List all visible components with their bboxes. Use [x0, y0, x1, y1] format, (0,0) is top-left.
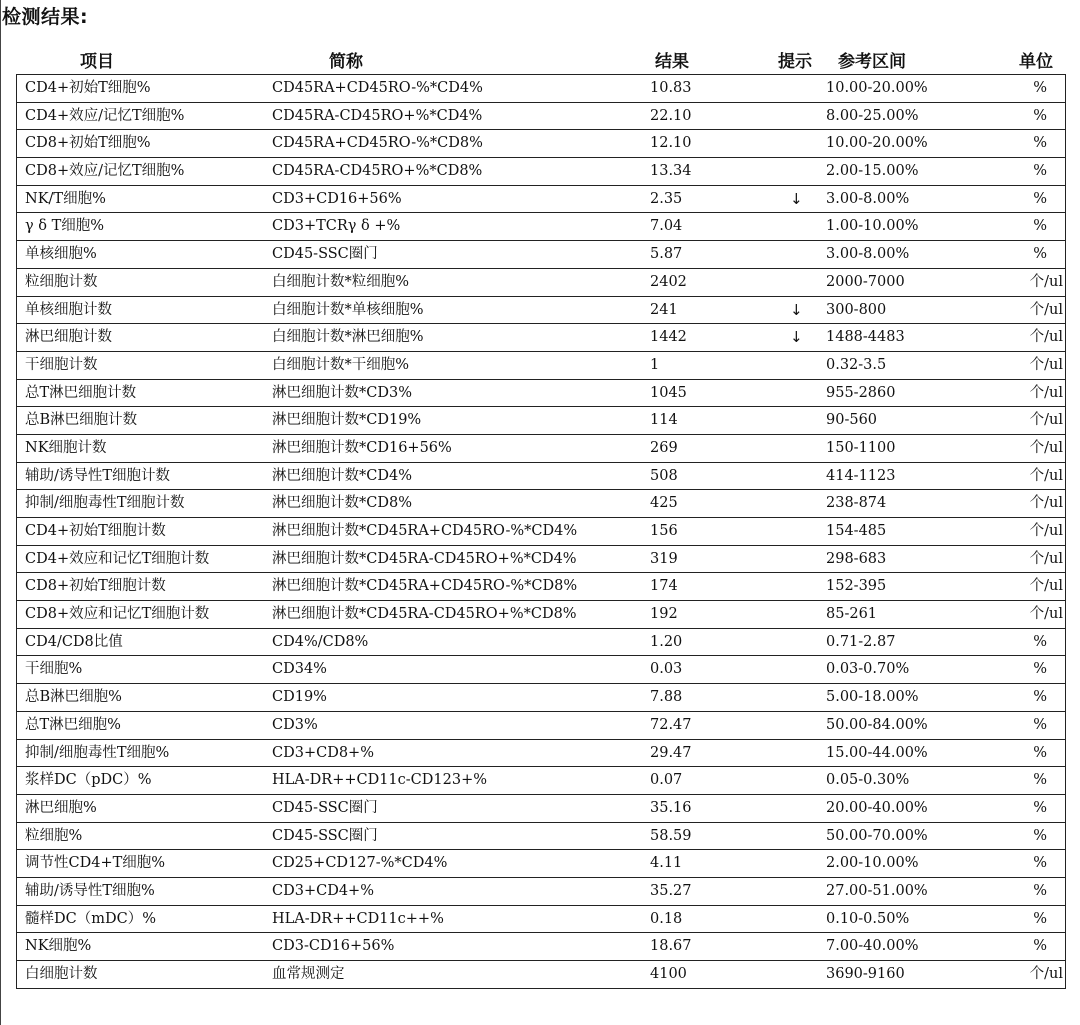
cell-item: γ δ T细胞% — [25, 218, 105, 235]
cell-abbr: 淋巴细胞计数*CD45RA-CD45RO+%*CD8% — [272, 606, 577, 623]
cell-item: 总B淋巴细胞% — [25, 689, 122, 706]
cell-item: CD4+初始T细胞% — [25, 80, 151, 96]
table-row — [16, 75, 1066, 103]
table-row — [16, 906, 1066, 934]
cell-abbr: 白细胞计数*单核细胞% — [272, 301, 424, 318]
cell-unit: % — [1033, 218, 1047, 235]
cell-reference-range: 1488-4483 — [826, 329, 905, 346]
cell-abbr: CD4%/CD8% — [272, 633, 369, 650]
cell-reference-range: 5.00-18.00% — [826, 689, 919, 706]
cell-item: 白细胞计数 — [25, 966, 98, 982]
cell-abbr: CD34% — [272, 661, 327, 678]
cell-unit: % — [1033, 135, 1047, 152]
cell-abbr: 淋巴细胞计数*CD45RA+CD45RO-%*CD4% — [272, 523, 578, 539]
cell-result: 18.67 — [650, 938, 692, 955]
cell-reference-range: 0.71-2.87 — [826, 633, 896, 650]
table-row — [16, 629, 1066, 657]
cell-reference-range: 298-683 — [826, 550, 887, 567]
cell-hint-arrow: ↓ — [790, 328, 803, 347]
cell-abbr: 血常规测定 — [272, 966, 345, 982]
cell-abbr: CD25+CD127-%*CD4% — [272, 855, 448, 872]
cell-result: 72.47 — [650, 716, 692, 733]
cell-unit: 个/ul — [1029, 550, 1063, 567]
cell-abbr: 淋巴细胞计数*CD16+56% — [272, 439, 452, 456]
cell-item: 总T淋巴细胞% — [25, 716, 121, 733]
cell-reference-range: 50.00-70.00% — [826, 827, 928, 844]
cell-reference-range: 0.03-0.70% — [826, 661, 910, 678]
cell-reference-range: 7.00-40.00% — [826, 938, 919, 955]
cell-abbr: HLA-DR++CD11c-CD123+% — [272, 772, 488, 789]
header-unit: 单位 — [1019, 52, 1053, 72]
cell-reference-range: 27.00-51.00% — [826, 882, 928, 899]
cell-item: CD8+效应/记忆T细胞% — [25, 163, 185, 180]
cell-unit: % — [1033, 163, 1047, 180]
cell-unit: 个/ul — [1029, 523, 1063, 539]
cell-unit: 个/ul — [1029, 301, 1063, 318]
cell-item: CD4+效应/记忆T细胞% — [25, 107, 185, 124]
cell-abbr: 白细胞计数*粒细胞% — [272, 273, 410, 290]
table-row — [16, 380, 1066, 408]
table-row — [16, 352, 1066, 380]
cell-item: 浆样DC（pDC）% — [25, 772, 152, 789]
cell-reference-range: 152-395 — [826, 578, 887, 595]
cell-result: 4100 — [650, 966, 687, 982]
header-hint: 提示 — [778, 52, 812, 72]
cell-reference-range: 300-800 — [826, 301, 887, 318]
cell-abbr: 淋巴细胞计数*CD3% — [272, 384, 412, 401]
cell-result: 1442 — [650, 329, 687, 346]
cell-reference-range: 1.00-10.00% — [826, 218, 919, 235]
table-row — [16, 518, 1066, 546]
cell-abbr: CD45-SSC圈门 — [272, 827, 378, 844]
cell-result: 4.11 — [650, 855, 683, 872]
cell-result: 1 — [650, 356, 660, 373]
cell-reference-range: 150-1100 — [826, 439, 896, 456]
header-ref: 参考区间 — [838, 52, 906, 72]
cell-item: CD8+初始T细胞计数 — [25, 578, 166, 595]
cell-reference-range: 154-485 — [826, 523, 887, 539]
table-row — [16, 878, 1066, 906]
cell-abbr: CD19% — [272, 689, 327, 706]
cell-item: CD4+效应和记忆T细胞计数 — [25, 550, 210, 567]
cell-abbr: HLA-DR++CD11c++% — [272, 910, 444, 927]
cell-result: 1045 — [650, 384, 687, 401]
table-row — [16, 213, 1066, 241]
cell-unit: % — [1033, 938, 1047, 955]
table-row — [16, 269, 1066, 297]
cell-abbr: 淋巴细胞计数*CD8% — [272, 495, 412, 512]
cell-reference-range: 20.00-40.00% — [826, 799, 928, 816]
cell-result: 5.87 — [650, 246, 683, 263]
cell-unit: % — [1033, 80, 1047, 96]
cell-unit: 个/ul — [1029, 606, 1063, 623]
cell-unit: 个/ul — [1029, 467, 1063, 484]
results-table — [16, 74, 1066, 989]
cell-unit: % — [1033, 744, 1047, 761]
cell-result: 7.88 — [650, 689, 683, 706]
cell-item: NK/T细胞% — [25, 190, 106, 207]
cell-result: 319 — [650, 550, 678, 567]
cell-reference-range: 238-874 — [826, 495, 887, 512]
cell-result: 156 — [650, 523, 678, 539]
cell-unit: 个/ul — [1029, 966, 1063, 982]
cell-unit: 个/ul — [1029, 578, 1063, 595]
cell-result: 2402 — [650, 273, 687, 290]
cell-result: 2.35 — [650, 190, 683, 207]
cell-item: 干细胞计数 — [25, 356, 98, 373]
cell-item: NK细胞% — [25, 938, 92, 955]
cell-reference-range: 10.00-20.00% — [826, 80, 928, 96]
cell-item: CD8+效应和记忆T细胞计数 — [25, 606, 210, 623]
cell-result: 7.04 — [650, 218, 683, 235]
header-result: 结果 — [655, 52, 689, 72]
cell-item: 总B淋巴细胞计数 — [25, 412, 138, 429]
cell-abbr: 淋巴细胞计数*CD19% — [272, 412, 422, 429]
table-row — [16, 573, 1066, 601]
cell-result: 10.83 — [650, 80, 692, 96]
cell-result: 0.18 — [650, 910, 683, 927]
header-item: 项目 — [80, 52, 114, 72]
cell-abbr: 白细胞计数*干细胞% — [272, 356, 410, 373]
cell-unit: % — [1033, 772, 1047, 789]
table-row — [16, 241, 1066, 269]
cell-item: 单核细胞% — [25, 246, 97, 263]
table-header — [16, 44, 1066, 74]
cell-reference-range: 3.00-8.00% — [826, 246, 910, 263]
cell-unit: % — [1033, 689, 1047, 706]
table-row — [16, 712, 1066, 740]
table-row — [16, 656, 1066, 684]
cell-abbr: CD45RA-CD45RO+%*CD4% — [272, 107, 483, 124]
cell-unit: % — [1033, 882, 1047, 899]
cell-result: 114 — [650, 412, 678, 429]
cell-item: 调节性CD4+T细胞% — [25, 855, 166, 872]
cell-unit: % — [1033, 855, 1047, 872]
table-row — [16, 186, 1066, 214]
cell-item: 淋巴细胞计数 — [25, 329, 112, 346]
cell-abbr: CD3+TCRγ δ +% — [272, 218, 401, 235]
cell-reference-range: 2.00-15.00% — [826, 163, 919, 180]
cell-hint-arrow: ↓ — [790, 189, 803, 208]
cell-reference-range: 50.00-84.00% — [826, 716, 928, 733]
cell-unit: 个/ul — [1029, 412, 1063, 429]
cell-unit: 个/ul — [1029, 356, 1063, 373]
cell-item: CD4/CD8比值 — [25, 633, 123, 650]
table-row — [16, 795, 1066, 823]
cell-abbr: CD3-CD16+56% — [272, 938, 395, 955]
cell-unit: % — [1033, 246, 1047, 263]
cell-result: 35.27 — [650, 882, 692, 899]
cell-item: 总T淋巴细胞计数 — [25, 384, 137, 401]
cell-abbr: 淋巴细胞计数*CD4% — [272, 467, 412, 484]
table-row — [16, 546, 1066, 574]
cell-result: 0.03 — [650, 661, 683, 678]
cell-unit: % — [1033, 633, 1047, 650]
cell-result: 1.20 — [650, 633, 683, 650]
table-row — [16, 324, 1066, 352]
cell-unit: % — [1033, 827, 1047, 844]
left-border-line — [0, 0, 1, 1025]
cell-unit: % — [1033, 910, 1047, 927]
cell-item: 单核细胞计数 — [25, 301, 112, 318]
cell-abbr: 白细胞计数*淋巴细胞% — [272, 329, 424, 346]
cell-abbr: CD3+CD8+% — [272, 744, 374, 761]
cell-result: 58.59 — [650, 827, 692, 844]
cell-result: 174 — [650, 578, 678, 595]
table-row — [16, 850, 1066, 878]
cell-item: 粒细胞计数 — [25, 273, 98, 290]
cell-item: 辅助/诱导性T细胞% — [25, 882, 155, 899]
cell-result: 0.07 — [650, 772, 683, 789]
cell-unit: 个/ul — [1029, 439, 1063, 456]
cell-result: 192 — [650, 606, 678, 623]
cell-abbr: CD45-SSC圈门 — [272, 799, 378, 816]
cell-unit: 个/ul — [1029, 273, 1063, 290]
cell-unit: % — [1033, 799, 1047, 816]
table-row — [16, 961, 1066, 989]
cell-abbr: CD45RA-CD45RO+%*CD8% — [272, 163, 483, 180]
cell-item: 干细胞% — [25, 661, 83, 678]
table-row — [16, 684, 1066, 712]
cell-abbr: 淋巴细胞计数*CD45RA-CD45RO+%*CD4% — [272, 550, 577, 567]
cell-result: 35.16 — [650, 799, 692, 816]
cell-abbr: CD45RA+CD45RO-%*CD4% — [272, 80, 483, 96]
cell-unit: % — [1033, 716, 1047, 733]
table-row — [16, 435, 1066, 463]
cell-abbr: CD3+CD4+% — [272, 882, 374, 899]
cell-reference-range: 8.00-25.00% — [826, 107, 919, 124]
cell-item: 抑制/细胞毒性T细胞计数 — [25, 495, 185, 512]
table-row — [16, 767, 1066, 795]
table-row — [16, 463, 1066, 491]
table-row — [16, 407, 1066, 435]
cell-unit: % — [1033, 190, 1047, 207]
cell-reference-range: 0.05-0.30% — [826, 772, 910, 789]
header-abbr: 简称 — [329, 52, 363, 72]
cell-unit: % — [1033, 107, 1047, 124]
cell-item: 粒细胞% — [25, 827, 83, 844]
cell-item: 淋巴细胞% — [25, 799, 97, 816]
cell-abbr: 淋巴细胞计数*CD45RA+CD45RO-%*CD8% — [272, 578, 578, 595]
cell-unit: 个/ul — [1029, 329, 1063, 346]
cell-reference-range: 85-261 — [826, 606, 878, 623]
cell-reference-range: 90-560 — [826, 412, 878, 429]
cell-reference-range: 3690-9160 — [826, 966, 905, 982]
cell-reference-range: 15.00-44.00% — [826, 744, 928, 761]
cell-reference-range: 10.00-20.00% — [826, 135, 928, 152]
cell-reference-range: 955-2860 — [826, 384, 896, 401]
cell-result: 12.10 — [650, 135, 692, 152]
cell-abbr: CD45RA+CD45RO-%*CD8% — [272, 135, 483, 152]
cell-reference-range: 0.32-3.5 — [826, 356, 887, 373]
cell-result: 241 — [650, 301, 678, 318]
table-row — [16, 740, 1066, 768]
cell-item: CD4+初始T细胞计数 — [25, 523, 166, 539]
cell-abbr: CD45-SSC圈门 — [272, 246, 378, 263]
cell-item: CD8+初始T细胞% — [25, 135, 151, 152]
table-row — [16, 130, 1066, 158]
cell-reference-range: 0.10-0.50% — [826, 910, 910, 927]
table-row — [16, 158, 1066, 186]
cell-reference-range: 2.00-10.00% — [826, 855, 919, 872]
table-row — [16, 297, 1066, 325]
cell-item: NK细胞计数 — [25, 439, 107, 456]
cell-item: 辅助/诱导性T细胞计数 — [25, 467, 171, 484]
cell-unit: % — [1033, 661, 1047, 678]
cell-result: 22.10 — [650, 107, 692, 124]
cell-result: 13.34 — [650, 163, 692, 180]
cell-item: 髓样DC（mDC）% — [25, 910, 156, 927]
cell-hint-arrow: ↓ — [790, 300, 803, 319]
cell-result: 508 — [650, 467, 678, 484]
cell-abbr: CD3+CD16+56% — [272, 190, 402, 207]
cell-reference-range: 3.00-8.00% — [826, 190, 910, 207]
cell-reference-range: 2000-7000 — [826, 273, 905, 290]
cell-result: 29.47 — [650, 744, 692, 761]
cell-unit: 个/ul — [1029, 495, 1063, 512]
table-row — [16, 933, 1066, 961]
cell-result: 269 — [650, 439, 678, 456]
table-row — [16, 601, 1066, 629]
section-title: 检测结果: — [2, 6, 89, 28]
table-row — [16, 103, 1066, 131]
cell-abbr: CD3% — [272, 716, 318, 733]
cell-reference-range: 414-1123 — [826, 467, 896, 484]
cell-result: 425 — [650, 495, 678, 512]
cell-item: 抑制/细胞毒性T细胞% — [25, 744, 170, 761]
table-row — [16, 490, 1066, 518]
cell-unit: 个/ul — [1029, 384, 1063, 401]
table-row — [16, 823, 1066, 851]
